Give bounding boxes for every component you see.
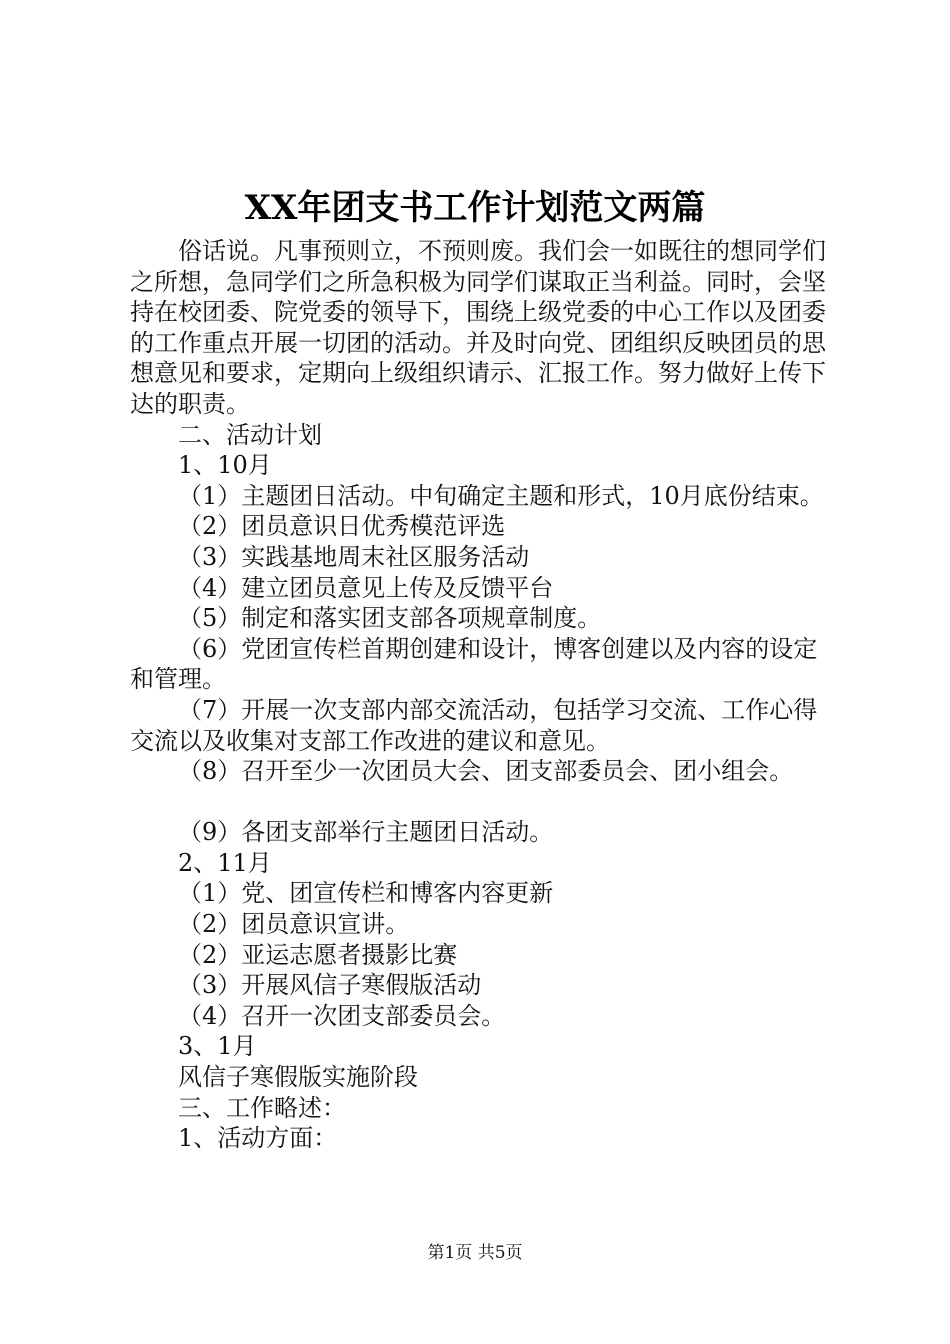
list-item: （5）制定和落实团支部各项规章制度。 — [178, 604, 602, 633]
month-heading: 3、1月 — [178, 1032, 257, 1061]
list-item: （2）团员意识宣讲。 — [178, 910, 410, 939]
list-item: （7）开展一次支部内部交流活动，包括学习交流、工作心得交流以及收集对支部工作改进的建议和意见。 — [130, 695, 818, 755]
list-item: （4）建立团员意见上传及反馈平台 — [178, 573, 554, 602]
subsection-heading: 1、活动方面： — [178, 1124, 338, 1153]
list-item: （9）各团支部举行主题团日活动。 — [178, 818, 554, 847]
list-item: （4）召开一次团支部委员会。 — [178, 1001, 506, 1030]
section-heading: 二、活动计划 — [178, 420, 322, 449]
page-footer: 第1页 共5页 — [427, 1243, 523, 1263]
list-item: （1）主题团日活动。中旬确定主题和形式，10月底份结束。 — [178, 481, 824, 510]
section-heading: 三、工作略述： — [178, 1093, 346, 1122]
list-item: （8）召开至少一次团员大会、团支部委员会、团小组会。 — [178, 757, 794, 786]
body-line: 风信子寒假版实施阶段 — [178, 1063, 418, 1092]
intro-paragraph: 俗话说。凡事预则立，不预则废。我们会一如既往的想同学们之所想，急同学们之所急积极为同学们谋取正当利益。同时，会坚持在校团委、院党委的领导下，围绕上级党委的中心工作以及团委的工作重点开展一切团的活动。并及时向党、团组织反映团员的思想意见和要求，定期向上级组织请示、汇报工作。努力做好上传下达的职责。 — [130, 237, 826, 418]
month-heading: 2、11月 — [178, 848, 272, 877]
list-item: （3）开展风信子寒假版活动 — [178, 971, 482, 1000]
list-item: （3）实践基地周末社区服务活动 — [178, 542, 530, 571]
document-body — [130, 236, 830, 1154]
list-item: （2）亚运志愿者摄影比赛 — [178, 940, 458, 969]
month-heading: 1、10月 — [178, 451, 272, 480]
document-title: XX年团支书工作计划范文两篇 — [244, 188, 706, 228]
list-item: （6）党团宣传栏首期创建和设计，博客创建以及内容的设定和管理。 — [130, 634, 818, 694]
blank-line — [130, 787, 830, 818]
list-item: （2）团员意识日优秀模范评选 — [178, 512, 506, 541]
list-item: （1）党、团宣传栏和博客内容更新 — [178, 879, 554, 908]
